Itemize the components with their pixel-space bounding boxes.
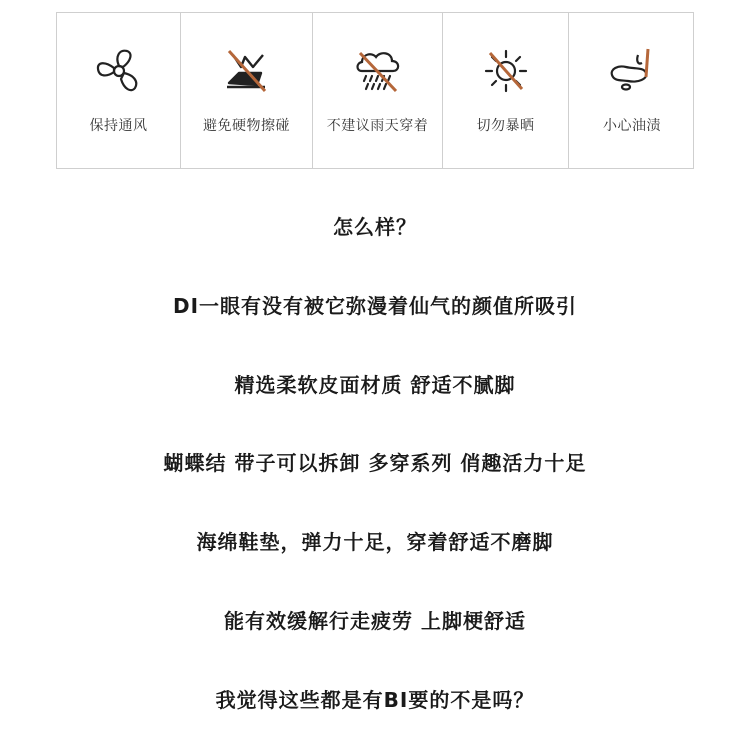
care-label: 小心油渍 <box>603 118 661 134</box>
no-scratch-icon <box>219 43 275 99</box>
fan-icon <box>91 43 147 99</box>
text-line: DI一眼有没有被它弥漫着仙气的颜值所吸引 <box>172 294 578 318</box>
text-line: 海绵鞋垫，弹力十足，穿着舒适不磨脚 <box>196 530 554 554</box>
text-line: 怎么样？ <box>333 215 417 239</box>
care-label: 切勿暴晒 <box>476 118 535 134</box>
text-line: 能有效缓解行走疲劳 上脚梗舒适 <box>224 609 526 633</box>
care-cell-oil <box>569 13 695 168</box>
care-cell-no-sun <box>443 13 569 168</box>
care-cell-ventilate <box>57 13 181 168</box>
care-label: 避免硬物擦碰 <box>203 118 290 134</box>
no-sun-icon <box>478 43 534 99</box>
no-rain-icon <box>350 43 406 99</box>
text-line: 蝴蝶结 带子可以拆卸 多穿系列 俏趣活力十足 <box>163 451 587 475</box>
text-line: 我觉得这些都是有BI要的不是吗？ <box>215 688 535 712</box>
care-label: 保持通风 <box>89 118 148 134</box>
care-label: 不建议雨天穿着 <box>326 118 429 134</box>
text-line: 精选柔软皮面材质 舒适不腻脚 <box>234 373 516 397</box>
care-cell-avoid-scratch <box>181 13 313 168</box>
care-instructions-table <box>56 12 694 169</box>
care-cell-no-rain <box>313 13 443 168</box>
oil-stain-icon <box>604 43 660 99</box>
